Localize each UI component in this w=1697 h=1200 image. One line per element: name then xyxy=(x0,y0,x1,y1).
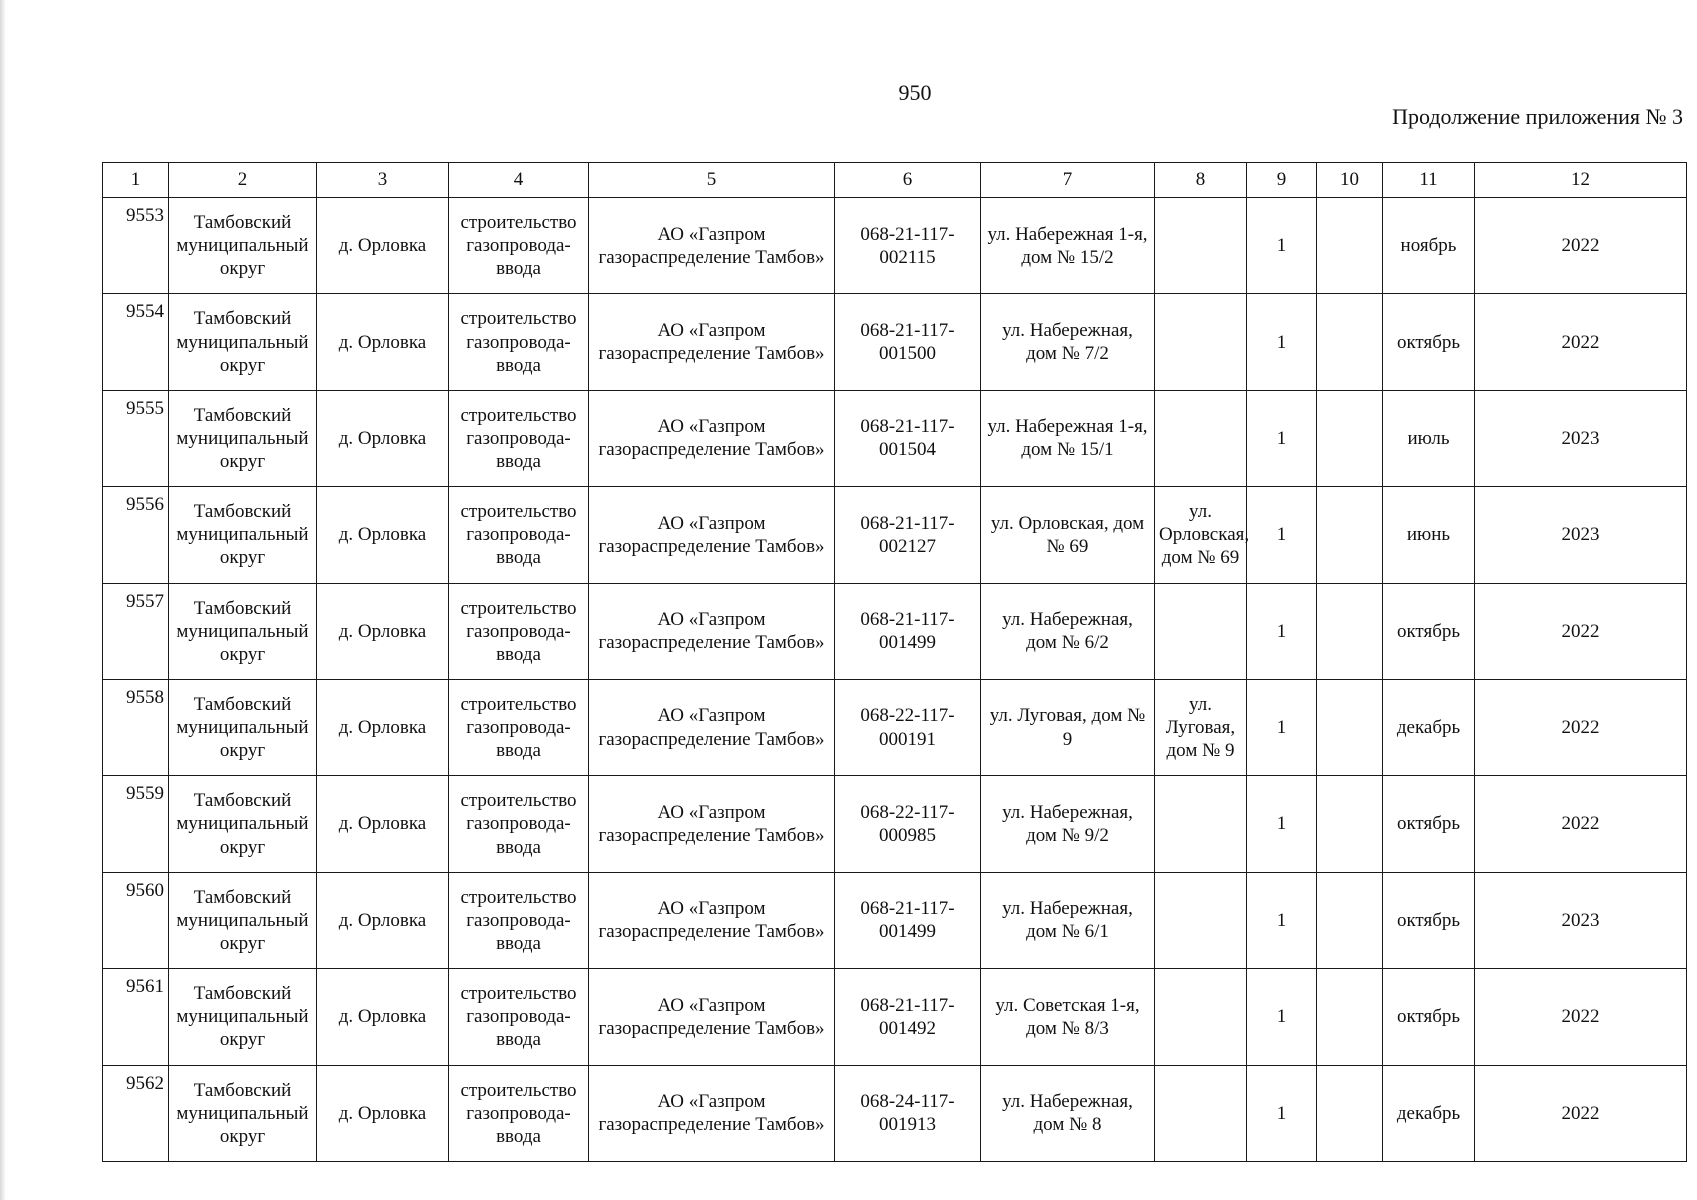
work-type: строительство газопровода-ввода xyxy=(449,487,589,583)
quantity: 1 xyxy=(1247,294,1317,390)
address: ул. Набережная, дом № 6/2 xyxy=(981,583,1155,679)
work-type: строительство газопровода-ввода xyxy=(449,872,589,968)
table-row xyxy=(103,294,1687,390)
column-10-value xyxy=(1317,390,1383,486)
municipality: Тамбовский муниципальный округ xyxy=(169,679,317,775)
column-10-value xyxy=(1317,872,1383,968)
column-10-value xyxy=(1317,198,1383,294)
table-row xyxy=(103,776,1687,872)
work-type: строительство газопровода-ввода xyxy=(449,294,589,390)
municipality: Тамбовский муниципальный округ xyxy=(169,1065,317,1161)
column-10-value xyxy=(1317,487,1383,583)
month: июль xyxy=(1383,390,1475,486)
application-code: 068-24-117-001913 xyxy=(835,1065,981,1161)
column-10-value xyxy=(1317,679,1383,775)
table-row xyxy=(103,679,1687,775)
work-type: строительство газопровода-ввода xyxy=(449,583,589,679)
column-10-value xyxy=(1317,969,1383,1065)
year: 2022 xyxy=(1475,776,1687,872)
column-header-11: 11 xyxy=(1383,163,1475,198)
month: октябрь xyxy=(1383,776,1475,872)
address: ул. Луговая, дом № 9 xyxy=(981,679,1155,775)
column-10-value xyxy=(1317,583,1383,679)
quantity: 1 xyxy=(1247,198,1317,294)
application-code: 068-21-117-001500 xyxy=(835,294,981,390)
address: ул. Набережная 1-я, дом № 15/2 xyxy=(981,198,1155,294)
month: октябрь xyxy=(1383,583,1475,679)
month: июнь xyxy=(1383,487,1475,583)
quantity: 1 xyxy=(1247,776,1317,872)
application-code: 068-21-117-001499 xyxy=(835,583,981,679)
record-number: 9558 xyxy=(103,679,169,775)
address: ул. Набережная 1-я, дом № 15/1 xyxy=(981,390,1155,486)
application-code: 068-21-117-001499 xyxy=(835,872,981,968)
record-number: 9556 xyxy=(103,487,169,583)
connection-address: ул. Орловская, дом № 69 xyxy=(1155,487,1247,583)
record-number: 9553 xyxy=(103,198,169,294)
municipality: Тамбовский муниципальный округ xyxy=(169,872,317,968)
column-header-1: 1 xyxy=(103,163,169,198)
year: 2022 xyxy=(1475,583,1687,679)
record-number: 9560 xyxy=(103,872,169,968)
gas-pipeline-register-table xyxy=(102,162,1687,1162)
appendix-continuation-note: Продолжение приложения № 3 xyxy=(1392,104,1683,129)
application-code: 068-22-117-000191 xyxy=(835,679,981,775)
organization: АО «Газпром газораспределение Тамбов» xyxy=(589,487,835,583)
year: 2022 xyxy=(1475,294,1687,390)
month: декабрь xyxy=(1383,1065,1475,1161)
municipality: Тамбовский муниципальный округ xyxy=(169,390,317,486)
quantity: 1 xyxy=(1247,583,1317,679)
column-header-5: 5 xyxy=(589,163,835,198)
table-row xyxy=(103,390,1687,486)
work-type: строительство газопровода-ввода xyxy=(449,679,589,775)
quantity: 1 xyxy=(1247,872,1317,968)
month: декабрь xyxy=(1383,679,1475,775)
table-row xyxy=(103,1065,1687,1161)
year: 2023 xyxy=(1475,872,1687,968)
settlement: д. Орловка xyxy=(317,294,449,390)
column-10-value xyxy=(1317,1065,1383,1161)
column-header-9: 9 xyxy=(1247,163,1317,198)
column-header-2: 2 xyxy=(169,163,317,198)
settlement: д. Орловка xyxy=(317,487,449,583)
organization: АО «Газпром газораспределение Тамбов» xyxy=(589,776,835,872)
year: 2022 xyxy=(1475,1065,1687,1161)
month: октябрь xyxy=(1383,872,1475,968)
connection-address xyxy=(1155,969,1247,1065)
organization: АО «Газпром газораспределение Тамбов» xyxy=(589,583,835,679)
organization: АО «Газпром газораспределение Тамбов» xyxy=(589,679,835,775)
quantity: 1 xyxy=(1247,390,1317,486)
organization: АО «Газпром газораспределение Тамбов» xyxy=(589,294,835,390)
municipality: Тамбовский муниципальный округ xyxy=(169,198,317,294)
settlement: д. Орловка xyxy=(317,390,449,486)
connection-address xyxy=(1155,776,1247,872)
address: ул. Советская 1-я, дом № 8/3 xyxy=(981,969,1155,1065)
organization: АО «Газпром газораспределение Тамбов» xyxy=(589,969,835,1065)
municipality: Тамбовский муниципальный округ xyxy=(169,776,317,872)
connection-address: ул. Луговая, дом № 9 xyxy=(1155,679,1247,775)
connection-address xyxy=(1155,294,1247,390)
column-10-value xyxy=(1317,294,1383,390)
municipality: Тамбовский муниципальный округ xyxy=(169,487,317,583)
record-number: 9562 xyxy=(103,1065,169,1161)
organization: АО «Газпром газораспределение Тамбов» xyxy=(589,1065,835,1161)
application-code: 068-21-117-002115 xyxy=(835,198,981,294)
address: ул. Набережная, дом № 7/2 xyxy=(981,294,1155,390)
work-type: строительство газопровода-ввода xyxy=(449,1065,589,1161)
column-header-4: 4 xyxy=(449,163,589,198)
work-type: строительство газопровода-ввода xyxy=(449,969,589,1065)
month: октябрь xyxy=(1383,969,1475,1065)
column-10-value xyxy=(1317,776,1383,872)
month: октябрь xyxy=(1383,294,1475,390)
table-row xyxy=(103,872,1687,968)
address: ул. Орловская, дом № 69 xyxy=(981,487,1155,583)
record-number: 9557 xyxy=(103,583,169,679)
connection-address xyxy=(1155,583,1247,679)
work-type: строительство газопровода-ввода xyxy=(449,390,589,486)
year: 2022 xyxy=(1475,679,1687,775)
work-type: строительство газопровода-ввода xyxy=(449,776,589,872)
record-number: 9555 xyxy=(103,390,169,486)
year: 2023 xyxy=(1475,390,1687,486)
column-number-header-row xyxy=(103,163,1687,198)
table-row xyxy=(103,583,1687,679)
application-code: 068-21-117-001504 xyxy=(835,390,981,486)
organization: АО «Газпром газораспределение Тамбов» xyxy=(589,198,835,294)
municipality: Тамбовский муниципальный округ xyxy=(169,583,317,679)
quantity: 1 xyxy=(1247,487,1317,583)
column-header-8: 8 xyxy=(1155,163,1247,198)
table-row xyxy=(103,969,1687,1065)
application-code: 068-21-117-002127 xyxy=(835,487,981,583)
settlement: д. Орловка xyxy=(317,679,449,775)
settlement: д. Орловка xyxy=(317,198,449,294)
connection-address xyxy=(1155,198,1247,294)
organization: АО «Газпром газораспределение Тамбов» xyxy=(589,872,835,968)
column-header-6: 6 xyxy=(835,163,981,198)
record-number: 9554 xyxy=(103,294,169,390)
application-code: 068-22-117-000985 xyxy=(835,776,981,872)
scan-edge-shadow xyxy=(0,0,6,1200)
municipality: Тамбовский муниципальный округ xyxy=(169,969,317,1065)
page-number: 950 xyxy=(898,80,932,105)
connection-address xyxy=(1155,390,1247,486)
settlement: д. Орловка xyxy=(317,583,449,679)
connection-address xyxy=(1155,872,1247,968)
work-type: строительство газопровода-ввода xyxy=(449,198,589,294)
quantity: 1 xyxy=(1247,679,1317,775)
column-header-7: 7 xyxy=(981,163,1155,198)
record-number: 9561 xyxy=(103,969,169,1065)
table-row xyxy=(103,198,1687,294)
year: 2022 xyxy=(1475,198,1687,294)
municipality: Тамбовский муниципальный округ xyxy=(169,294,317,390)
year: 2023 xyxy=(1475,487,1687,583)
record-number: 9559 xyxy=(103,776,169,872)
column-header-10: 10 xyxy=(1317,163,1383,198)
quantity: 1 xyxy=(1247,1065,1317,1161)
settlement: д. Орловка xyxy=(317,776,449,872)
year: 2022 xyxy=(1475,969,1687,1065)
application-code: 068-21-117-001492 xyxy=(835,969,981,1065)
organization: АО «Газпром газораспределение Тамбов» xyxy=(589,390,835,486)
column-header-3: 3 xyxy=(317,163,449,198)
table-row xyxy=(103,487,1687,583)
connection-address xyxy=(1155,1065,1247,1161)
address: ул. Набережная, дом № 8 xyxy=(981,1065,1155,1161)
address: ул. Набережная, дом № 6/1 xyxy=(981,872,1155,968)
column-header-12: 12 xyxy=(1475,163,1687,198)
settlement: д. Орловка xyxy=(317,872,449,968)
quantity: 1 xyxy=(1247,969,1317,1065)
address: ул. Набережная, дом № 9/2 xyxy=(981,776,1155,872)
settlement: д. Орловка xyxy=(317,969,449,1065)
settlement: д. Орловка xyxy=(317,1065,449,1161)
month: ноябрь xyxy=(1383,198,1475,294)
